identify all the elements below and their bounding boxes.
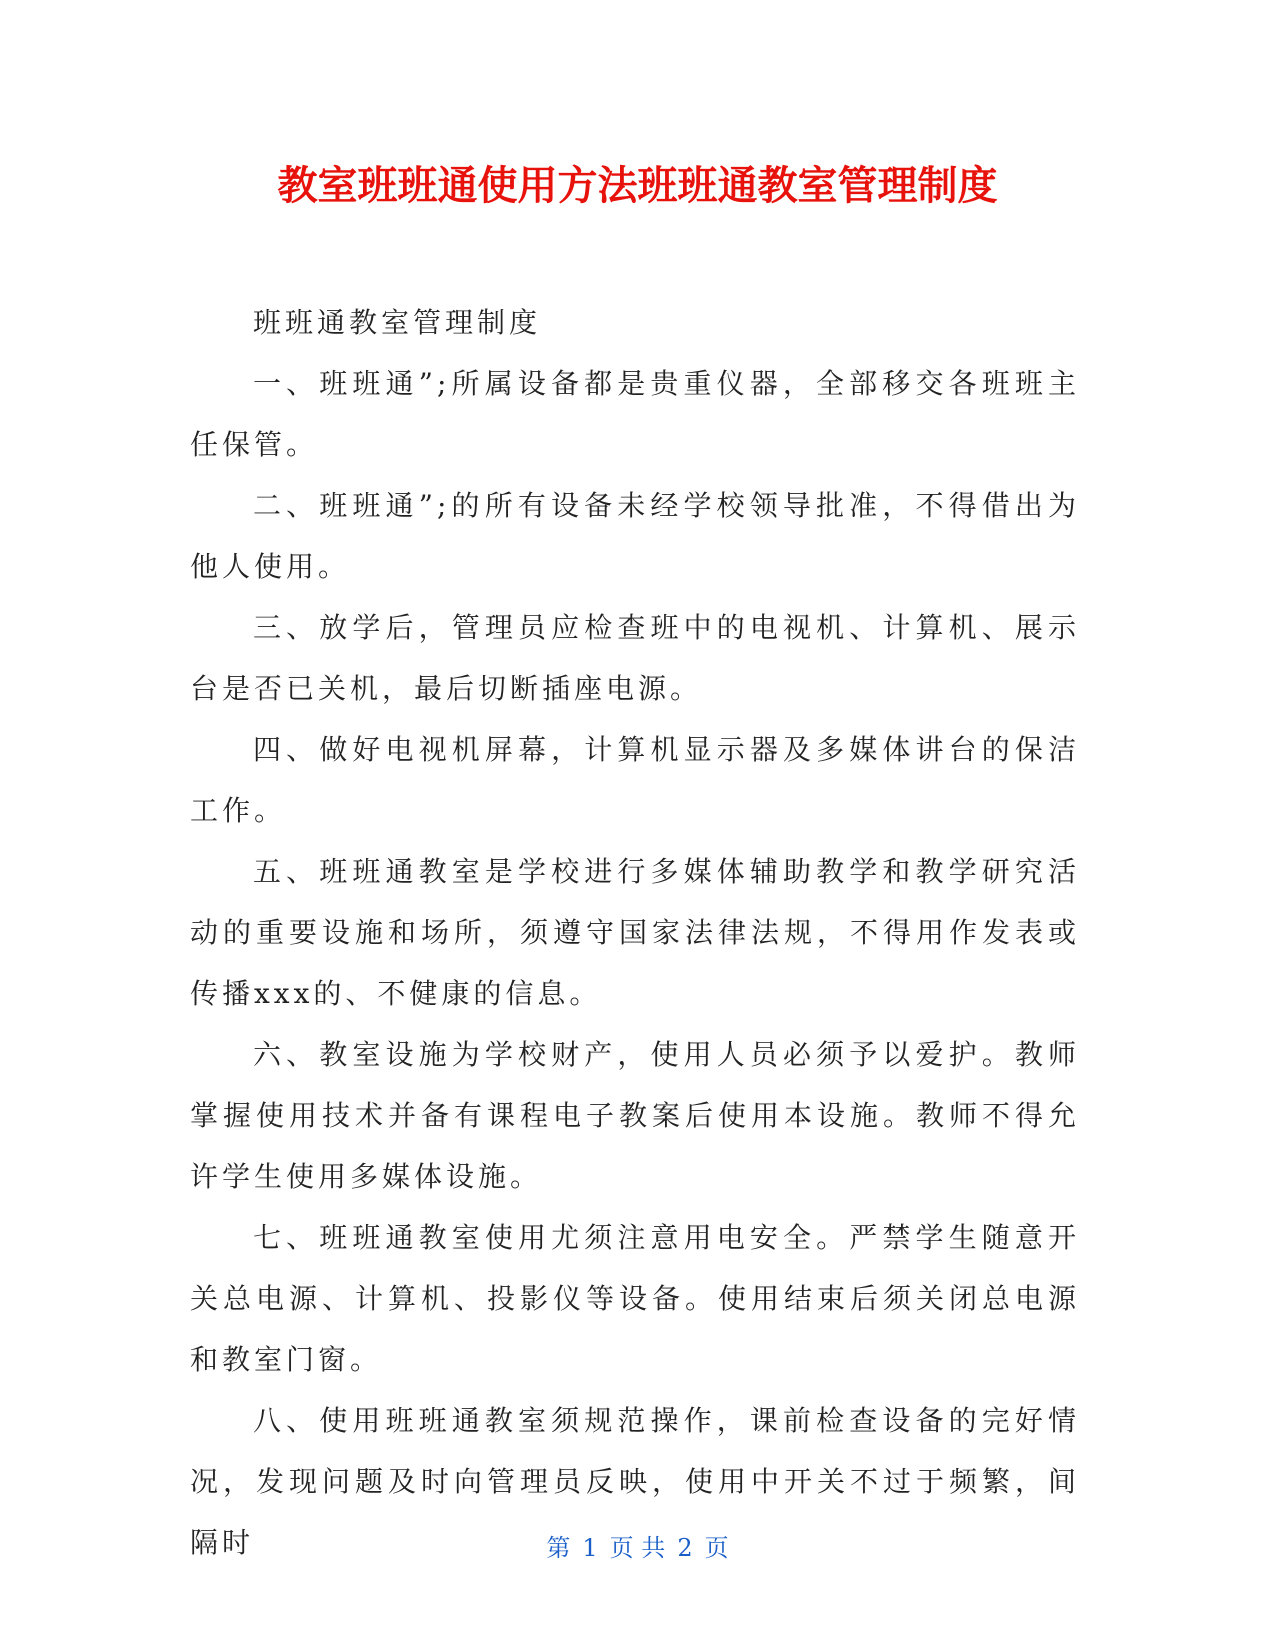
current-page-number: 1 [582, 1534, 598, 1562]
document-body [190, 292, 1080, 1573]
page-footer [0, 1532, 1275, 1564]
paragraph-rule-8: 八、使用班班通教室须规范操作，课前检查设备的完好情况，发现问题及时向管理员反映，使用中开关不过于频繁，间隔时 [190, 1404, 1080, 1559]
paragraph-rule-5: 五、班班通教室是学校进行多媒体辅助教学和教学研究活动的重要设施和场所，须遵守国家法律法规，不得用作发表或传播xxx的、不健康的信息。 [190, 855, 1080, 1010]
paragraph-rule-3: 三、放学后，管理员应检查班中的电视机、计算机、展示台是否已关机，最后切断插座电源。 [190, 611, 1080, 705]
document-title: 教室班班通使用方法班班通教室管理制度 [277, 163, 998, 209]
paragraph-rule-6: 六、教室设施为学校财产，使用人员必须予以爱护。教师掌握使用技术并备有课程电子教案后使用本设施。教师不得允许学生使用多媒体设施。 [190, 1038, 1080, 1193]
paragraph-rule-2: 二、班班通”;的所有设备未经学校领导批准，不得借出为他人使用。 [190, 489, 1080, 583]
page-label-suffix: 页 [704, 1534, 729, 1562]
total-pages-number: 2 [677, 1534, 693, 1562]
page-label-prefix: 第 [546, 1534, 571, 1562]
paragraph-rule-1: 一、班班通”;所属设备都是贵重仪器，全部移交各班班主任保管。 [190, 367, 1080, 461]
paragraph-heading: 班班通教室管理制度 [253, 306, 542, 339]
paragraph-rule-7: 七、班班通教室使用尤须注意用电安全。严禁学生随意开关总电源、计算机、投影仪等设备。使用结束后须关闭总电源和教室门窗。 [190, 1221, 1080, 1376]
paragraph-rule-4: 四、做好电视机屏幕，计算机显示器及多媒体讲台的保洁工作。 [190, 733, 1080, 827]
page-label-mid: 页 共 [609, 1534, 666, 1562]
